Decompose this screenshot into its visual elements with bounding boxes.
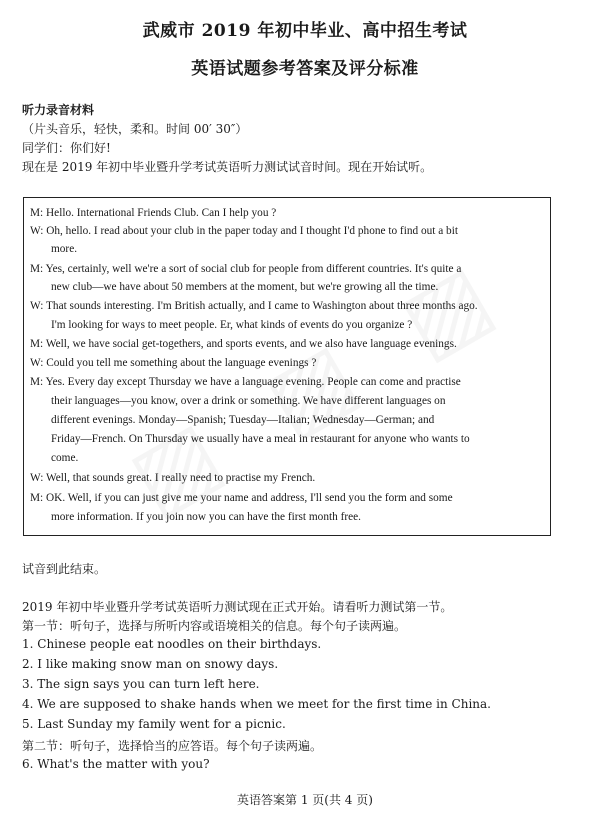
dialogue-line: M: Hello. International Friends Club. Can I help you ? — [30, 207, 277, 219]
page-footer: 英语答案第 1 页(共 4 页) — [237, 793, 373, 807]
dialogue-line: W: That sounds interesting. I'm British actually, and I came to Washington about three months ago. — [30, 300, 478, 312]
dialogue-line: more. — [51, 243, 78, 255]
dialogue-line: different evenings. Monday—Spanish; Tuesday—Italian; Wednesday—German; and — [51, 414, 435, 426]
list-item: 6. What's the matter with you? — [22, 757, 210, 771]
greeting: 同学们：你们好! — [22, 141, 111, 155]
dialogue-line: M: Well, we have social get-togethers, and sports events, and we also have language evenings. — [30, 338, 457, 350]
dialogue-line: Friday—French. On Thursday we usually have a meal in restaurant for anyone who wants to — [51, 433, 470, 445]
trial-end-text: 试音到此结束。 — [22, 562, 107, 576]
document-title: 武威市 2019 年初中毕业、高中招生考试 — [142, 21, 468, 41]
dialogue-line: their languages—you know, over a drink or something. We have different languages on — [51, 395, 446, 407]
dialogue-line: M: Yes. Every day except Thursday we have a language evening. People can come and practise — [30, 376, 461, 388]
dialogue-box — [23, 197, 551, 536]
dialogue-line: W: Oh, hello. I read about your club in the paper today and I thought I'd phone to find out a bit — [30, 225, 458, 237]
dialogue-line: come. — [51, 452, 79, 464]
part1-instructions: 第一节：听句子，选择与所听内容或语境相关的信息。每个句子读两遍。 — [22, 619, 407, 633]
dialogue-line: W: Could you tell me something about the language evenings ? — [30, 357, 317, 369]
dialogue-line: W: Well, that sounds great. I really need to practise my French. — [30, 472, 316, 484]
list-item: 5. Last Sunday my family went for a picnic. — [22, 717, 286, 731]
list-item: 4. We are supposed to shake hands when we meet for the first time in China. — [22, 697, 491, 711]
dialogue-line: new club—we have about 50 members at the moment, but we're growing all the time. — [51, 281, 439, 293]
document-subtitle: 英语试题参考答案及评分标准 — [191, 59, 419, 79]
section-heading: 听力录音材料 — [22, 103, 95, 117]
part2-instructions: 第二节：听句子，选择恰当的应答语。每个句子读两遍。 — [22, 739, 323, 753]
dialogue-line: I'm looking for ways to meet people. Er, what kinds of events do you organize ? — [51, 319, 413, 331]
dialogue-line: M: Yes, certainly, well we're a sort of social club for people from different countries. It's quite a — [30, 263, 462, 275]
dialogue-line: more information. If you join now you can have the first month free. — [51, 511, 361, 523]
list-item: 1. Chinese people eat noodles on their birthdays. — [22, 637, 322, 651]
list-item: 2. I like making snow man on snowy days. — [22, 657, 279, 671]
list-item: 3. The sign says you can turn left here. — [22, 677, 260, 691]
dialogue-line: M: OK. Well, if you can just give me your name and address, I'll send you the form and some — [30, 492, 453, 504]
announcement: 现在是 2019 年初中毕业暨升学考试英语听力测试试音时间。现在开始试听。 — [22, 160, 433, 174]
formal-start-text: 2019 年初中毕业暨升学考试英语听力测试现在正式开始。请看听力测试第一节。 — [22, 600, 453, 614]
music-note: （片头音乐，轻快，柔和。时间 00′ 30″） — [22, 122, 248, 136]
